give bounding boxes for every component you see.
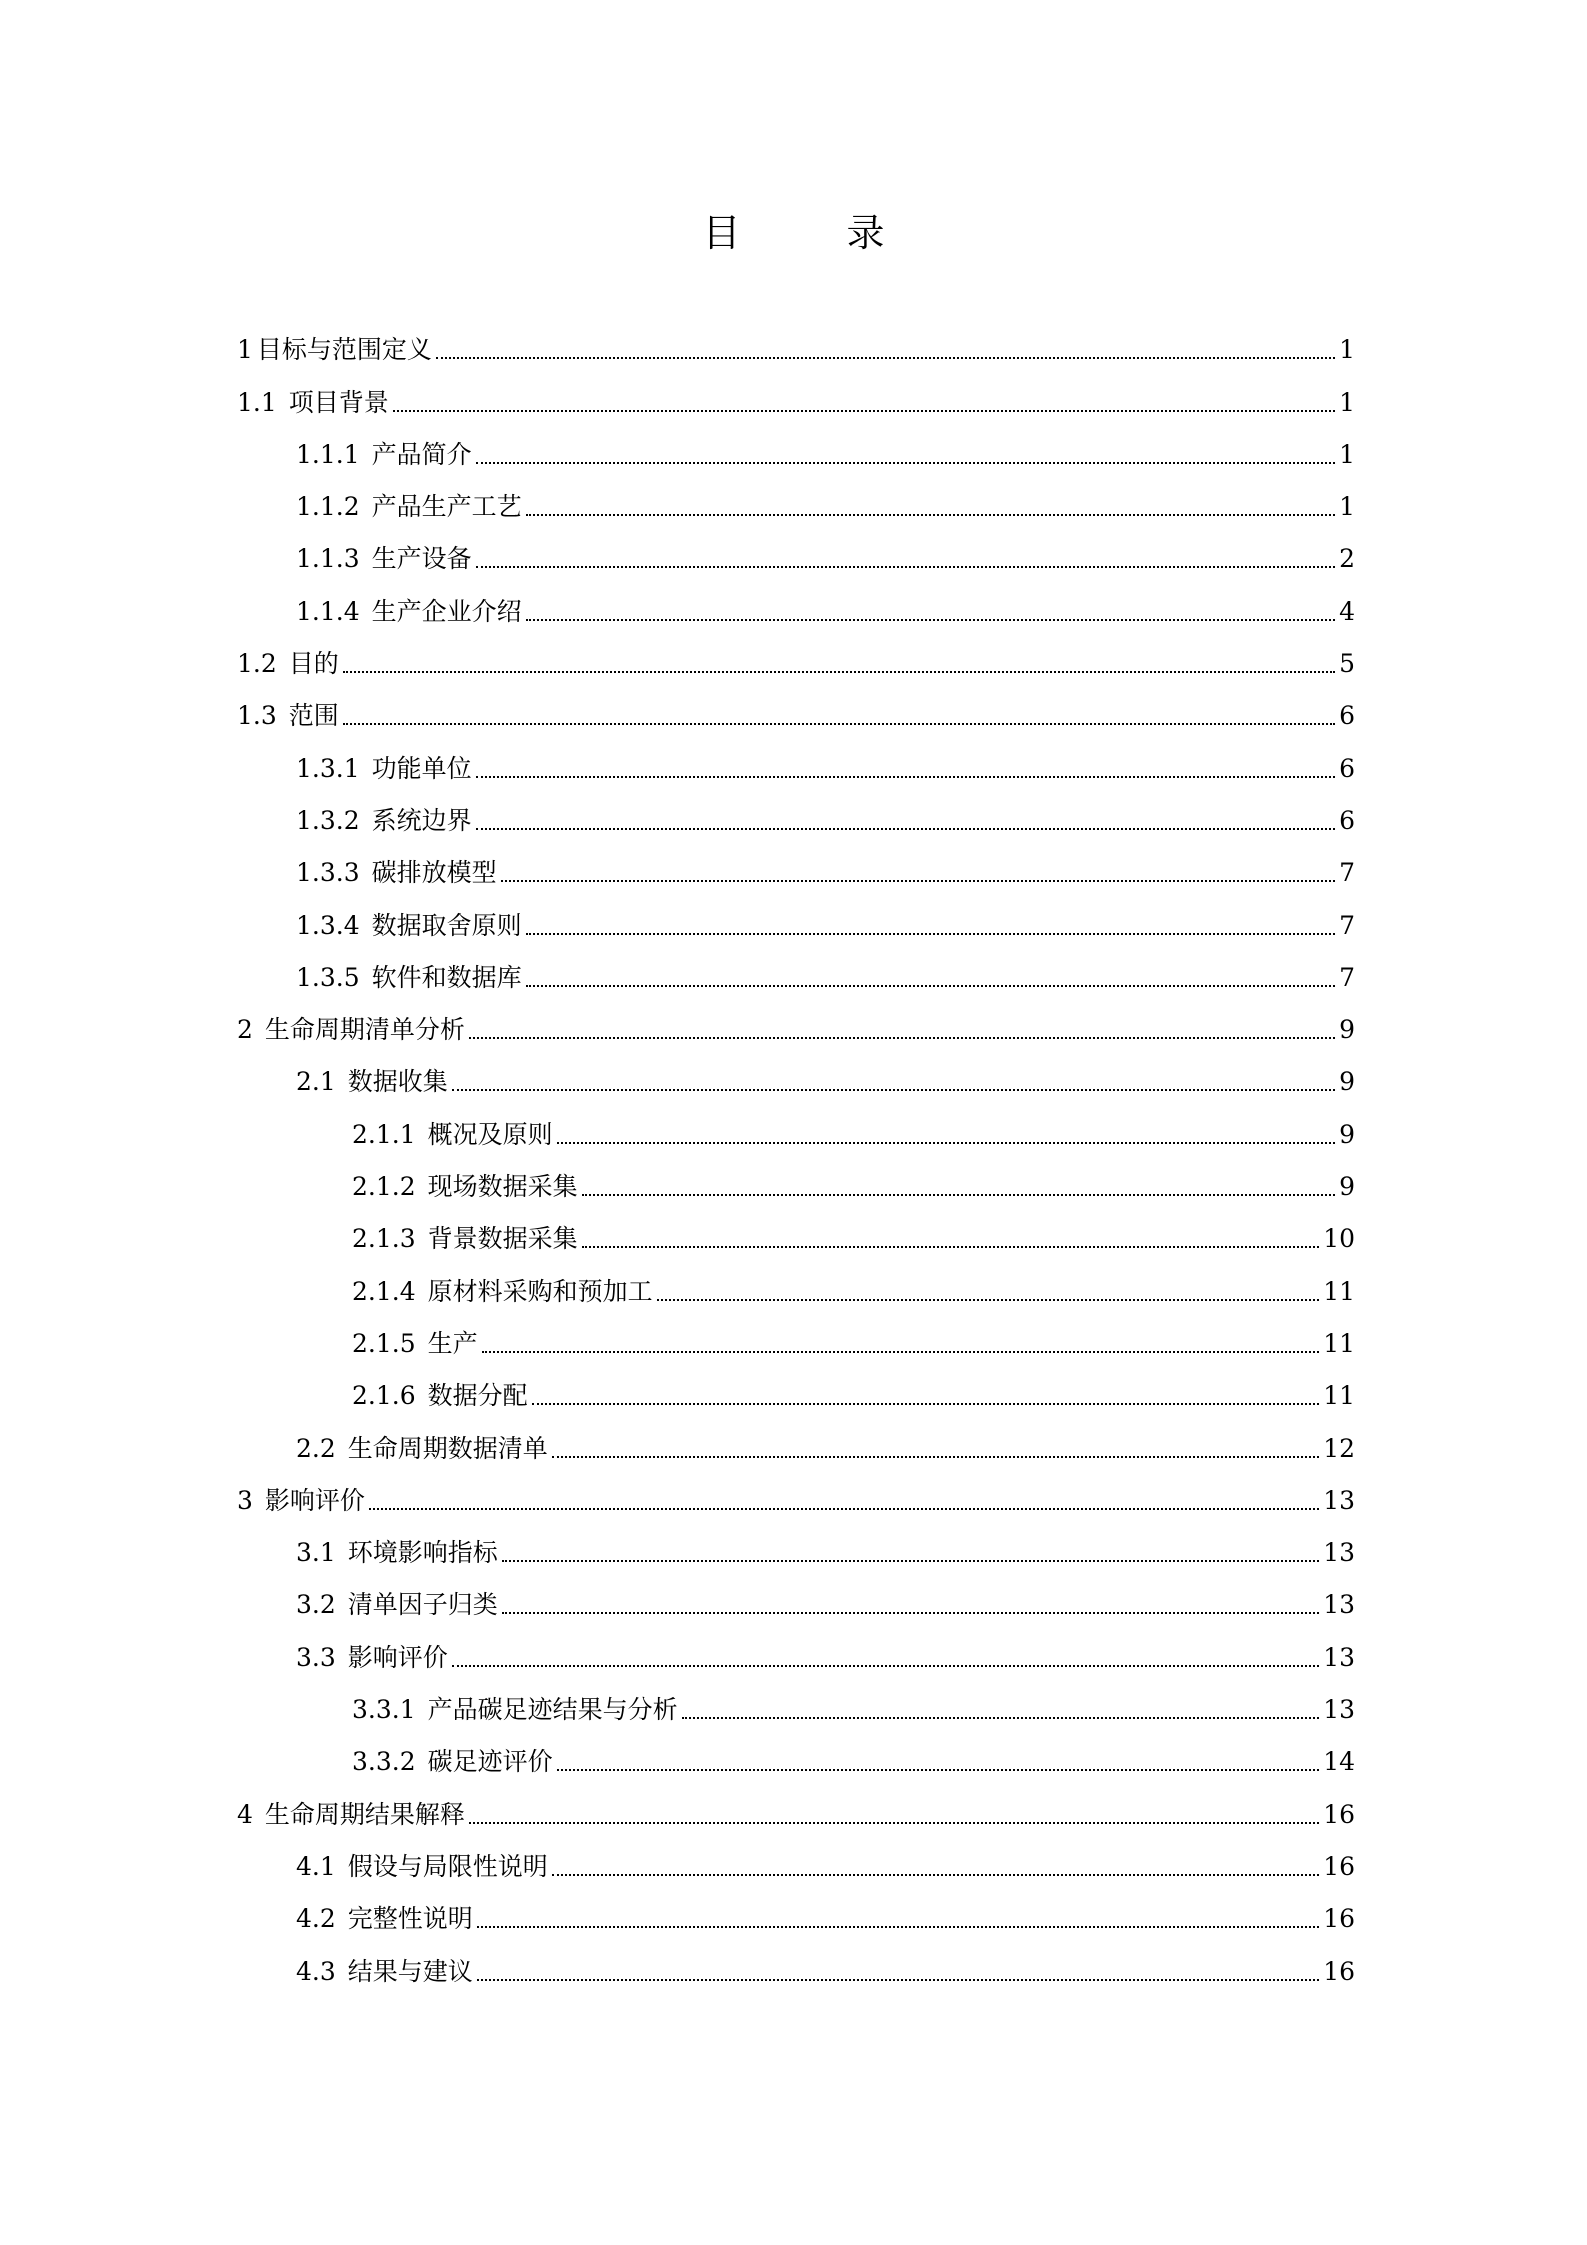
- toc-entry[interactable]: [237, 1361, 1355, 1413]
- toc-entry[interactable]: [237, 995, 1355, 1047]
- toc-dot-leader: [526, 514, 1335, 516]
- toc-entry-label: 功能单位: [371, 753, 472, 783]
- toc-entry-label: 完整性说明: [347, 1904, 473, 1934]
- toc-entry-number: 4.3: [296, 1956, 336, 1986]
- toc-entry-label: 生命周期清单分析: [264, 1015, 465, 1045]
- toc-entry-label: 现场数据采集: [427, 1172, 578, 1202]
- toc-entry[interactable]: [237, 1884, 1355, 1936]
- toc-entry-number: 3.1: [296, 1538, 336, 1568]
- toc-entry[interactable]: [237, 315, 1355, 367]
- toc-dot-leader: [452, 1089, 1335, 1091]
- toc-entry-label: 假设与局限性说明: [347, 1851, 548, 1881]
- toc-entry-label: 概况及原则: [427, 1119, 553, 1149]
- toc-dot-leader: [482, 1351, 1320, 1353]
- toc-entry-label: 软件和数据库: [371, 962, 522, 992]
- toc-entry-number: 1.1.4: [296, 596, 360, 626]
- toc-entry-number: 2.1.5: [352, 1328, 416, 1358]
- toc-entry-page-number: 16: [1323, 1956, 1355, 1986]
- toc-dot-leader: [476, 462, 1335, 464]
- toc-entry-number: 1.1.1: [296, 439, 360, 469]
- toc-entry-label: 项目背景: [288, 387, 389, 417]
- toc-entry-page-number: 13: [1323, 1590, 1355, 1620]
- toc-entry-page-number: 11: [1323, 1276, 1355, 1306]
- toc-entry[interactable]: [237, 890, 1355, 942]
- toc-entry[interactable]: [237, 1466, 1355, 1518]
- toc-entry-page-number: 11: [1323, 1328, 1355, 1358]
- toc-entry-page-number: 11: [1323, 1381, 1355, 1411]
- toc-entry[interactable]: [237, 367, 1355, 419]
- toc-entry[interactable]: [237, 838, 1355, 890]
- toc-dot-leader: [343, 671, 1335, 673]
- toc-entry-page-number: 6: [1339, 805, 1355, 835]
- toc-entry-page-number: 6: [1339, 701, 1355, 731]
- toc-entry[interactable]: [237, 1256, 1355, 1308]
- toc-dot-leader: [582, 1194, 1335, 1196]
- toc-entry[interactable]: [237, 786, 1355, 838]
- toc-entry-label: 清单因子归类: [347, 1590, 498, 1620]
- toc-entry[interactable]: [237, 1727, 1355, 1779]
- toc-entry[interactable]: [237, 1309, 1355, 1361]
- toc-entry-label: 产品生产工艺: [371, 492, 522, 522]
- toc-dot-leader: [343, 723, 1335, 725]
- toc-entry-page-number: 2: [1339, 544, 1355, 574]
- toc-dot-leader: [682, 1717, 1320, 1719]
- toc-entry-label: 影响评价: [347, 1642, 448, 1672]
- toc-dot-leader: [393, 410, 1335, 412]
- toc-entry-label: 目的: [288, 649, 339, 679]
- toc-entry-number: 3.3.2: [352, 1747, 416, 1777]
- toc-entry-label: 原材料采购和预加工: [427, 1276, 653, 1306]
- toc-dot-leader: [657, 1299, 1320, 1301]
- toc-entry-page-number: 13: [1323, 1538, 1355, 1568]
- toc-entry-page-number: 7: [1339, 962, 1355, 992]
- toc-dot-leader: [452, 1665, 1319, 1667]
- toc-dot-leader: [582, 1246, 1320, 1248]
- toc-dot-leader: [476, 566, 1335, 568]
- toc-entry[interactable]: [237, 420, 1355, 472]
- toc-entry-number: 1.3.5: [296, 962, 360, 992]
- toc-entry-label: 数据收集: [347, 1067, 448, 1097]
- toc-dot-leader: [526, 619, 1335, 621]
- toc-entry-page-number: 12: [1323, 1433, 1355, 1463]
- toc-entry-label: 影响评价: [264, 1485, 365, 1515]
- toc-entry-number: 2.1.4: [352, 1276, 416, 1306]
- toc-entry-number: 4.2: [296, 1904, 336, 1934]
- toc-entry-label: 数据分配: [427, 1381, 528, 1411]
- toc-entry-label: 产品碳足迹结果与分析: [427, 1695, 678, 1725]
- toc-entry-label: 范围: [288, 701, 339, 731]
- toc-entry-number: 4: [237, 1799, 253, 1829]
- toc-entry-page-number: 10: [1323, 1224, 1355, 1254]
- toc-entry-label: 背景数据采集: [427, 1224, 578, 1254]
- toc-entry[interactable]: [237, 681, 1355, 733]
- toc-entry[interactable]: [237, 1204, 1355, 1256]
- toc-entry-label: 环境影响指标: [347, 1538, 498, 1568]
- toc-dot-leader: [552, 1456, 1319, 1458]
- toc-entry-page-number: 6: [1339, 753, 1355, 783]
- toc-entry-label: 碳排放模型: [371, 858, 497, 888]
- toc-entry[interactable]: [237, 1936, 1355, 1988]
- toc-entry-page-number: 9: [1339, 1015, 1355, 1045]
- toc-entry-page-number: 7: [1339, 910, 1355, 940]
- toc-dot-leader: [469, 1822, 1319, 1824]
- toc-entry-label: 生产: [427, 1328, 478, 1358]
- toc-entry[interactable]: [237, 1675, 1355, 1727]
- toc-entry-number: 2.1: [296, 1067, 336, 1097]
- toc-entry-number: 1.1: [237, 387, 277, 417]
- toc-entry[interactable]: [237, 524, 1355, 576]
- toc-entry-number: 3.3: [296, 1642, 336, 1672]
- toc-dot-leader: [436, 357, 1335, 359]
- toc-entry[interactable]: [237, 576, 1355, 628]
- toc-dot-leader: [477, 1926, 1319, 1928]
- toc-entry-number: 2: [237, 1015, 253, 1045]
- toc-dot-leader: [502, 1612, 1319, 1614]
- toc-entry-number: 1.3.4: [296, 910, 360, 940]
- toc-entry[interactable]: [237, 629, 1355, 681]
- toc-dot-leader: [369, 1508, 1319, 1510]
- toc-entry-number: 2.1.3: [352, 1224, 416, 1254]
- toc-entry[interactable]: [237, 1622, 1355, 1674]
- toc-entry-number: 3.2: [296, 1590, 336, 1620]
- toc-entry-number: 1: [237, 335, 253, 365]
- toc-dot-leader: [469, 1037, 1335, 1039]
- toc-entry-page-number: 16: [1323, 1904, 1355, 1934]
- toc-entry-number: 1.3: [237, 701, 277, 731]
- toc-entry-page-number: 1: [1339, 439, 1355, 469]
- toc-entry-number: 1.1.2: [296, 492, 360, 522]
- toc-dot-leader: [557, 1769, 1320, 1771]
- toc-entry-label: 结果与建议: [347, 1956, 473, 1986]
- toc-entry-page-number: 1: [1339, 387, 1355, 417]
- toc-entry[interactable]: [237, 733, 1355, 785]
- toc-entry[interactable]: [237, 1779, 1355, 1831]
- toc-entry-page-number: 7: [1339, 858, 1355, 888]
- toc-entry-label: 目标与范围定义: [256, 335, 432, 365]
- toc-entry[interactable]: [237, 943, 1355, 995]
- toc-entry[interactable]: [237, 1832, 1355, 1884]
- toc-entry-number: 1.2: [237, 649, 277, 679]
- toc-dot-leader: [526, 985, 1335, 987]
- toc-dot-leader: [557, 1142, 1335, 1144]
- toc-entry[interactable]: [237, 472, 1355, 524]
- toc-entry-number: 2.2: [296, 1433, 336, 1463]
- toc-entry[interactable]: [237, 1570, 1355, 1622]
- toc-entry-label: 生命周期结果解释: [264, 1799, 465, 1829]
- toc-dot-leader: [476, 828, 1335, 830]
- toc-dot-leader: [476, 776, 1335, 778]
- toc-entry-page-number: 16: [1323, 1851, 1355, 1881]
- toc-entry-label: 生命周期数据清单: [347, 1433, 548, 1463]
- toc-dot-leader: [552, 1874, 1319, 1876]
- toc-entry-page-number: 4: [1339, 596, 1355, 626]
- toc-entry-number: 1.3.3: [296, 858, 360, 888]
- toc-entry-number: 1.3.1: [296, 753, 360, 783]
- toc-entry-page-number: 1: [1339, 335, 1355, 365]
- toc-entry-page-number: 14: [1323, 1747, 1355, 1777]
- toc-entry-page-number: 13: [1323, 1485, 1355, 1515]
- toc-dot-leader: [526, 933, 1335, 935]
- toc-entry-number: 1.1.3: [296, 544, 360, 574]
- toc-entry[interactable]: [237, 1413, 1355, 1465]
- toc-entry-number: 2.1.2: [352, 1172, 416, 1202]
- page-title: 目 录: [702, 211, 919, 255]
- toc-entry-page-number: 9: [1339, 1119, 1355, 1149]
- toc-entry[interactable]: [237, 1152, 1355, 1204]
- table-of-contents: [237, 315, 1355, 1989]
- toc-entry-label: 系统边界: [371, 805, 472, 835]
- toc-entry-page-number: 16: [1323, 1799, 1355, 1829]
- toc-entry-number: 2.1.1: [352, 1119, 416, 1149]
- toc-entry-number: 3.3.1: [352, 1695, 416, 1725]
- toc-entry[interactable]: [237, 1099, 1355, 1151]
- toc-entry-number: 4.1: [296, 1851, 336, 1881]
- toc-entry-page-number: 1: [1339, 492, 1355, 522]
- toc-entry[interactable]: [237, 1518, 1355, 1570]
- toc-entry-label: 生产企业介绍: [371, 596, 522, 626]
- toc-entry-page-number: 5: [1339, 649, 1355, 679]
- toc-entry-number: 3: [237, 1485, 253, 1515]
- toc-entry-label: 碳足迹评价: [427, 1747, 553, 1777]
- toc-dot-leader: [501, 880, 1335, 882]
- toc-dot-leader: [532, 1403, 1320, 1405]
- toc-entry[interactable]: [237, 1047, 1355, 1099]
- toc-dot-leader: [477, 1979, 1319, 1981]
- toc-entry-page-number: 9: [1339, 1172, 1355, 1202]
- toc-dot-leader: [502, 1560, 1319, 1562]
- toc-entry-page-number: 13: [1323, 1642, 1355, 1672]
- toc-entry-number: 1.3.2: [296, 805, 360, 835]
- toc-entry-label: 生产设备: [371, 544, 472, 574]
- toc-entry-label: 产品简介: [371, 439, 472, 469]
- toc-entry-number: 2.1.6: [352, 1381, 416, 1411]
- toc-entry-page-number: 9: [1339, 1067, 1355, 1097]
- toc-entry-page-number: 13: [1323, 1695, 1355, 1725]
- toc-entry-label: 数据取舍原则: [371, 910, 522, 940]
